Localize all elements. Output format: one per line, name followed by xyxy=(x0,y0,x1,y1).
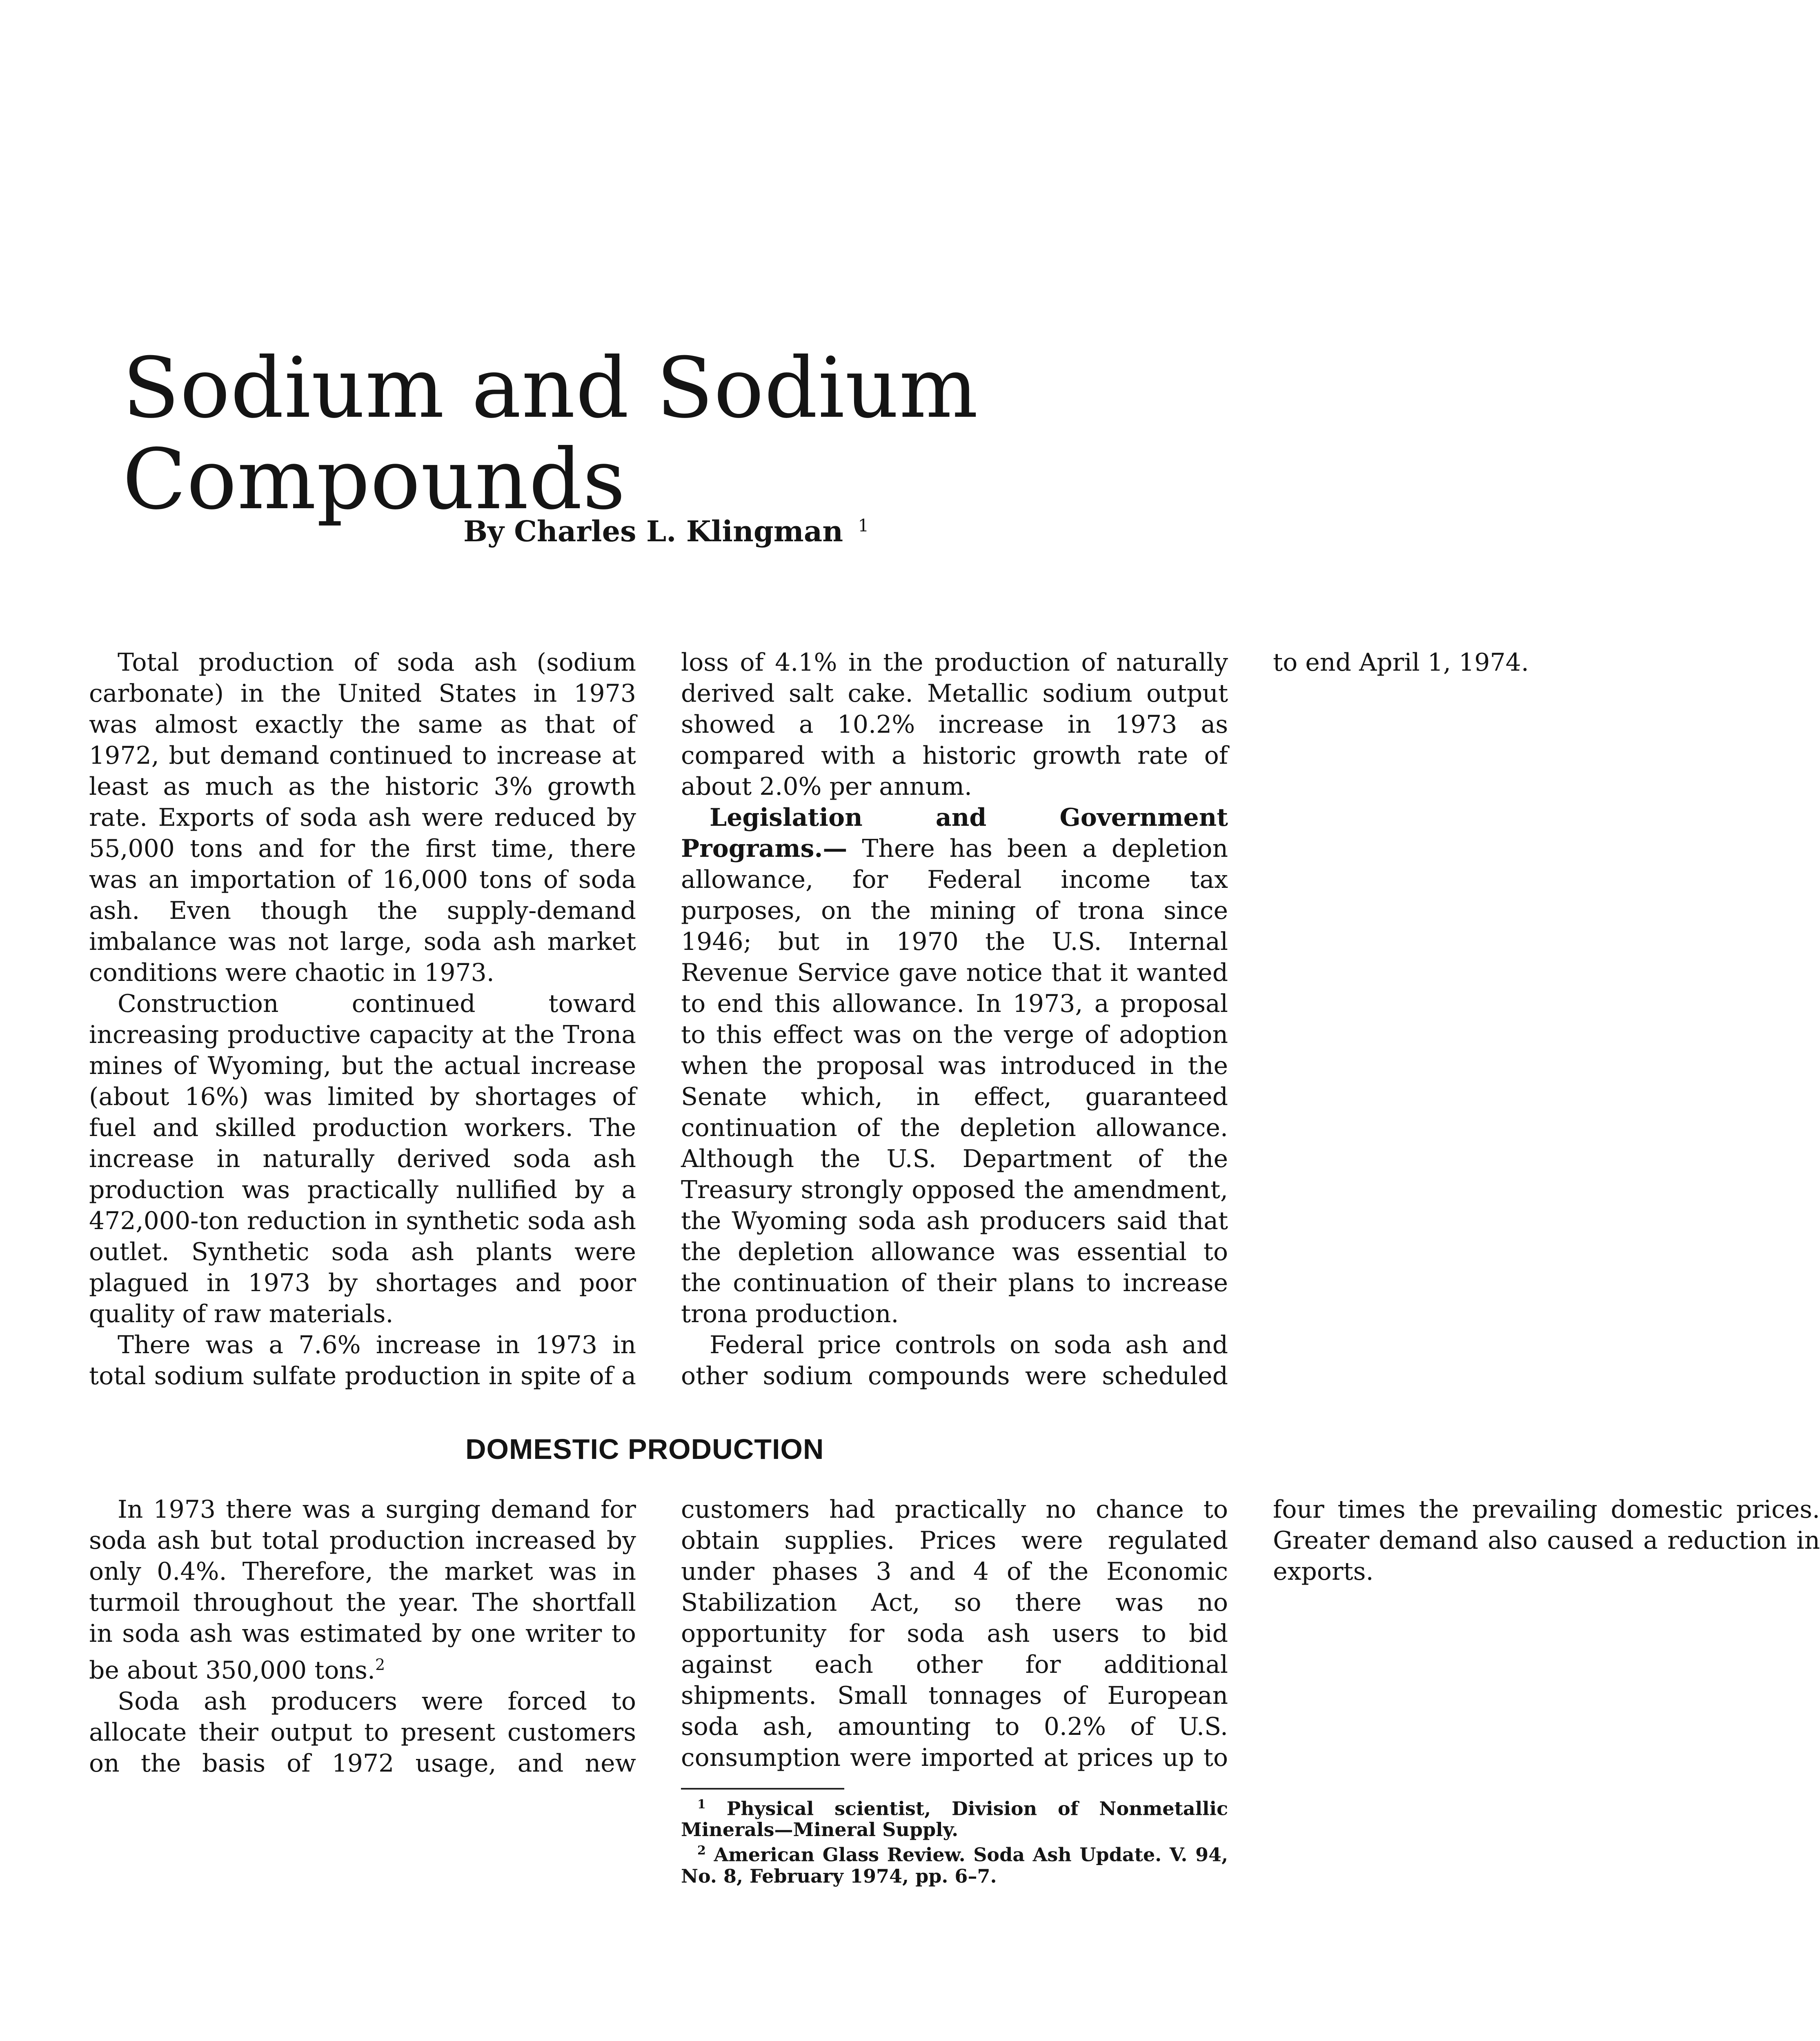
footnote-rule xyxy=(681,1788,844,1790)
domestic-paragraph-1 xyxy=(89,1494,636,1686)
footnote-2 xyxy=(681,1840,1228,1886)
footnote-1 xyxy=(681,1794,1228,1840)
intro-paragraph-4 xyxy=(681,802,1228,1330)
intro-paragraph-2: Construction continued toward increasing productive capacity at the Trona mines of Wyoming, but the actual increase (about 16%) was limited by shortages of fuel and skilled production workers. The increase in naturally derived soda ash production was practically nullified by a 472,000-ton reduction in synthetic soda ash outlet. Synthetic soda ash plants were plagued in 1973 by shortages and poor quality of raw materials. xyxy=(89,989,636,1328)
byline xyxy=(463,514,869,548)
intro-left-column xyxy=(89,647,1529,1406)
footnote-mark-2: 2 xyxy=(375,1656,385,1674)
footnote-1-text: Physical scientist, Division of Nonmetallic Minerals—Mineral Supply. xyxy=(681,1797,1228,1841)
footnotes xyxy=(681,1794,1228,1887)
intro-paragraph-1: Total production of soda ash (sodium carbonate) in the United States in 1973 was almost exactly the same as that of 1972, but demand continued to increase at least as much as the historic 3% growth rate. Exports of soda ash were reduced by 55,000 tons and for the first time, there was an importation of 16,000 tons of soda ash. Even though the supply-demand imbalance was not large, soda ash market conditions were chaotic in 1973. xyxy=(89,648,636,987)
article-title: Sodium and Sodium Compounds xyxy=(122,340,979,529)
domestic-paragraph-2: Soda ash producers were forced to allocate their output to present customers on the basis of 1972 usage, and new customers had practically no chance to obtain supplies. Prices were regulated under phases 3 and 4 of the Economic Stabilization Act, so there was no opportunity for soda ash users to bid against each other for additional shipments. Small tonnages of European soda ash, amounting to 0.2% of U.S. consumption were imported at prices up to four times the prevailing domestic prices. Greater demand also caused a reduction in exports. xyxy=(89,1495,1820,1778)
domestic-paragraph-1-text: In 1973 there was a surging demand for soda ash but total production increased by only 0.4%. Therefore, the market was in turmoil throughout the year. The shortfall in soda ash was estimated by one writer to be about 350,000 tons. xyxy=(89,1495,636,1685)
author-footnote-mark: 1 xyxy=(858,515,869,536)
legislation-run-in-heading: Legislation and Government Programs.— xyxy=(681,803,1228,863)
footnote-2-mark: 2 xyxy=(697,1843,706,1858)
footnote-2-text: American Glass Review. Soda Ash Update. V. 94, No. 8, February 1974, pp. 6–7. xyxy=(681,1843,1228,1887)
intro-paragraph-5: Federal price controls on soda ash and other sodium compounds were scheduled to end April 1, 1974. xyxy=(681,648,1529,1390)
intro-paragraph-4-text: There has been a depletion allowance, for Federal income tax purposes, on the mining of trona since 1946; but in 1970 the U.S. Internal Revenue Service gave notice that it wanted to end this allowance. In 1973, a proposal to this effect was on the verge of adoption when the proposal was introduced in the Senate which, in effect, guaranteed continuation of the depletion allowance. Although the U.S. Department of the Treasury strongly opposed the amendment, the Wyoming soda ash producers said that the depletion allowance was essential to the continuation of their plans to increase trona production. xyxy=(681,834,1228,1328)
footnote-1-mark: 1 xyxy=(697,1797,706,1812)
domestic-left-column xyxy=(89,1494,1820,1788)
intro-paragraph-3: There was a 7.6% increase in 1973 in total sodium sulfate production in spite of a loss of 4.1% in the production of naturally derived salt cake. Metallic sodium output showed a 10.2% increase in 1973 as compared with a historic growth rate of about 2.0% per annum. xyxy=(89,648,1228,1390)
author-name: By Charles L. Klingman xyxy=(463,514,843,548)
section-heading-domestic-production: DOMESTIC PRODUCTION xyxy=(465,1433,824,1465)
